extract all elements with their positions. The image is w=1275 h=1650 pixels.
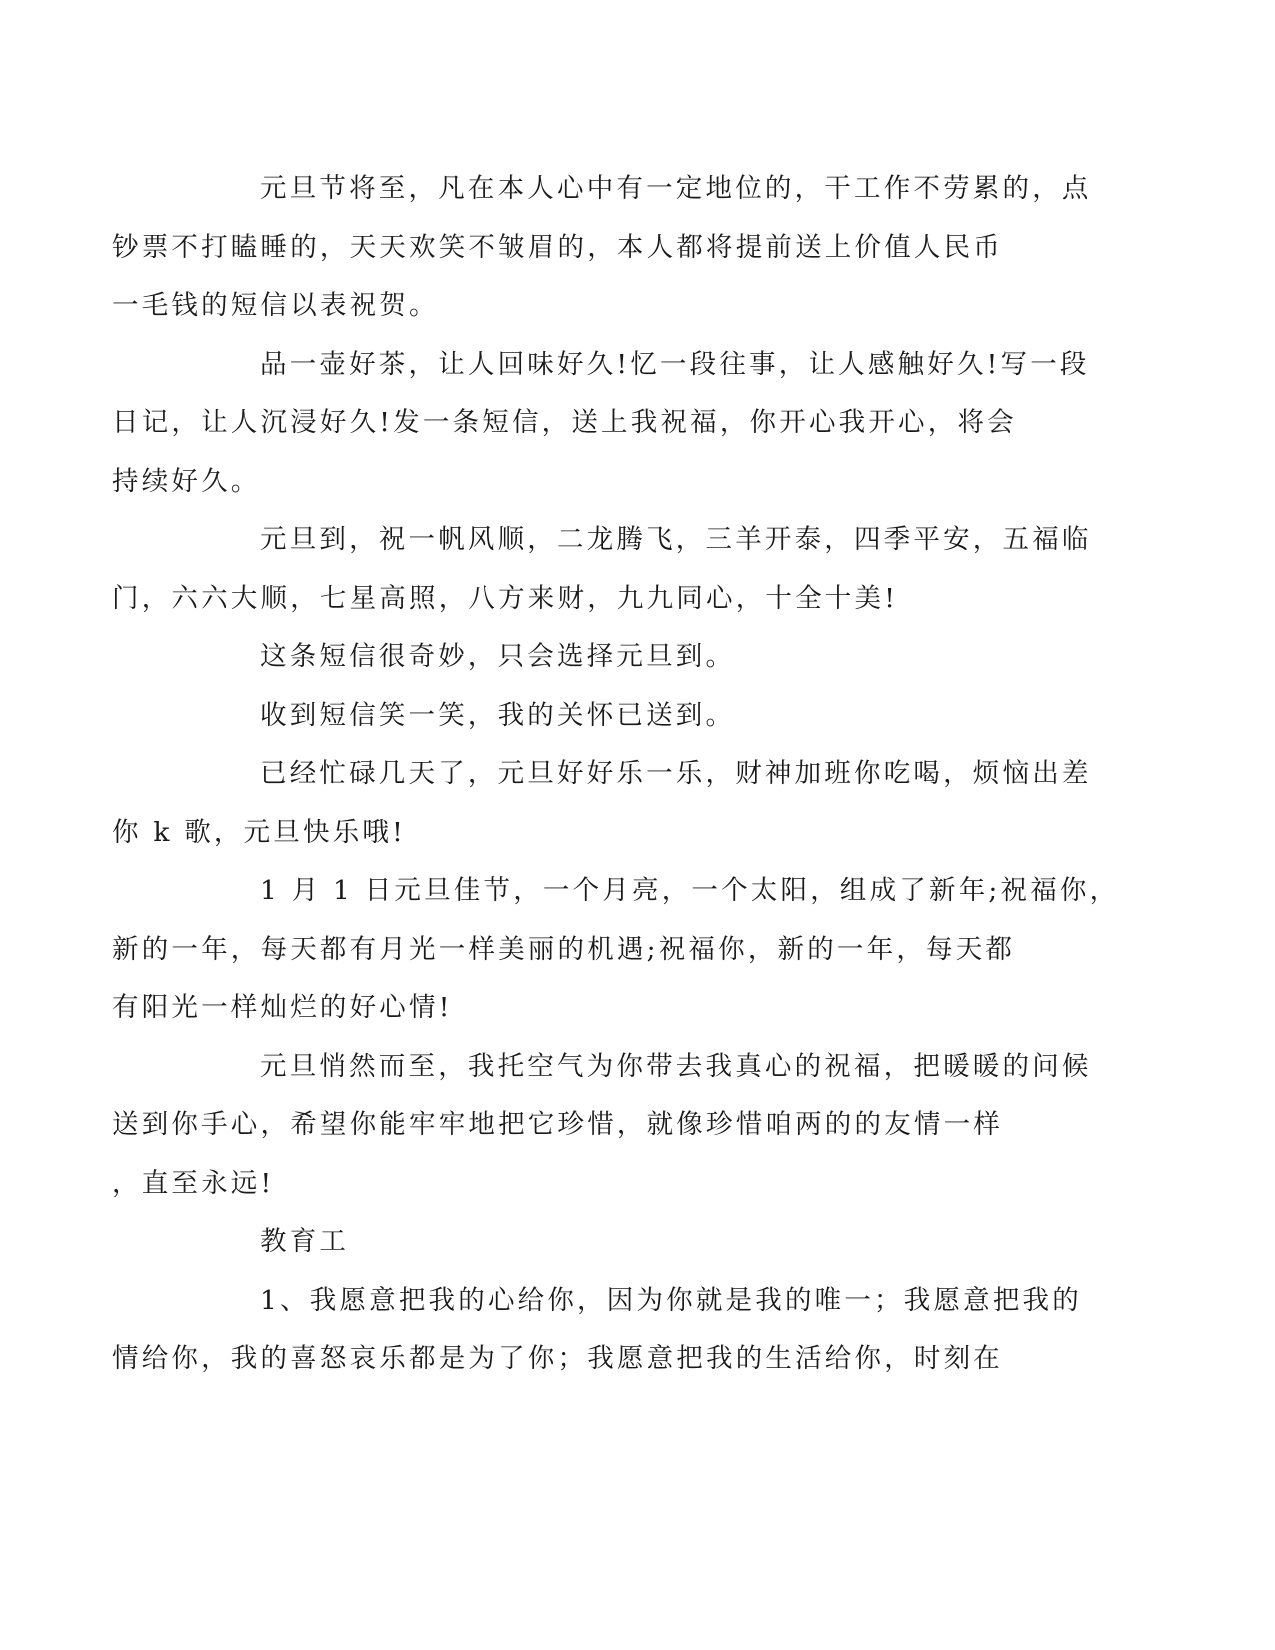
text-line: 钞票不打瞌睡的，天天欢笑不皱眉的，本人都将提前送上价值人民币: [112, 231, 1003, 263]
paragraph-2: [112, 336, 1090, 512]
text-line: 有阳光一样灿烂的好心情!: [112, 992, 453, 1023]
paragraph-3: [112, 511, 1092, 628]
paragraph-1: [112, 160, 1092, 336]
text-line: 元旦节将至，凡在本人心中有一定地位的，干工作不劳累的，点: [260, 173, 1092, 204]
paragraph-4: [186, 628, 1066, 687]
text-line: ，直至永远!: [112, 1167, 275, 1199]
text-line: 情给你，我的喜怒哀乐都是为了你；我愿意把我的生活给你，时刻在: [112, 1343, 1003, 1374]
text-line: 已经忙碌几天了，元旦好好乐一乐，财神加班你吃喝，烦恼出差: [260, 758, 1092, 789]
paragraph-8: [112, 1038, 1092, 1214]
text-line: 1、我愿意把我的心给你，因为你就是我的唯一；我愿意把我的: [260, 1284, 1082, 1316]
section-heading: [186, 1213, 1066, 1272]
text-line: 品一壶好茶，让人回味好久!忆一段往事，让人感触好久!写一段: [260, 348, 1090, 380]
text-line: 元旦悄然而至，我托空气为你带去我真心的祝福，把暖暖的问候: [260, 1050, 1092, 1082]
text-line: 1 月 1 日元旦佳节，一个月亮，一个太阳，组成了新年;祝福你，: [260, 875, 1120, 906]
text-line: 持续好久。: [112, 465, 261, 497]
text-line: 你 k 歌，元旦快乐哦!: [112, 816, 406, 848]
paragraph-10: [112, 1272, 1082, 1389]
text-line: 送到你手心，希望你能牢牢地把它珍惜，就像珍惜咱两的的友情一样: [112, 1109, 1003, 1140]
text-line: 教育工: [260, 1226, 350, 1257]
paragraph-6: [112, 745, 1092, 862]
text-line: 收到短信笑一笑，我的关怀已送到。: [260, 699, 736, 731]
paragraph-5: [186, 687, 1066, 746]
text-line: 门，六六大顺，七星高照，八方来财，九九同心，十全十美!: [112, 582, 899, 614]
text-line: 这条短信很奇妙，只会选择元旦到。: [260, 641, 736, 672]
text-line: 元旦到，祝一帆风顺，二龙腾飞，三羊开泰，四季平安，五福临: [260, 524, 1092, 555]
text-line: 新的一年，每天都有月光一样美丽的机遇;祝福你，新的一年，每天都: [112, 933, 1016, 965]
paragraph-7: [112, 862, 1120, 1038]
document-body: [112, 160, 1120, 1389]
text-line: 一毛钱的短信以表祝贺。: [112, 290, 439, 321]
text-line: 日记，让人沉浸好久!发一条短信，送上我祝福，你开心我开心，将会: [112, 407, 1017, 438]
